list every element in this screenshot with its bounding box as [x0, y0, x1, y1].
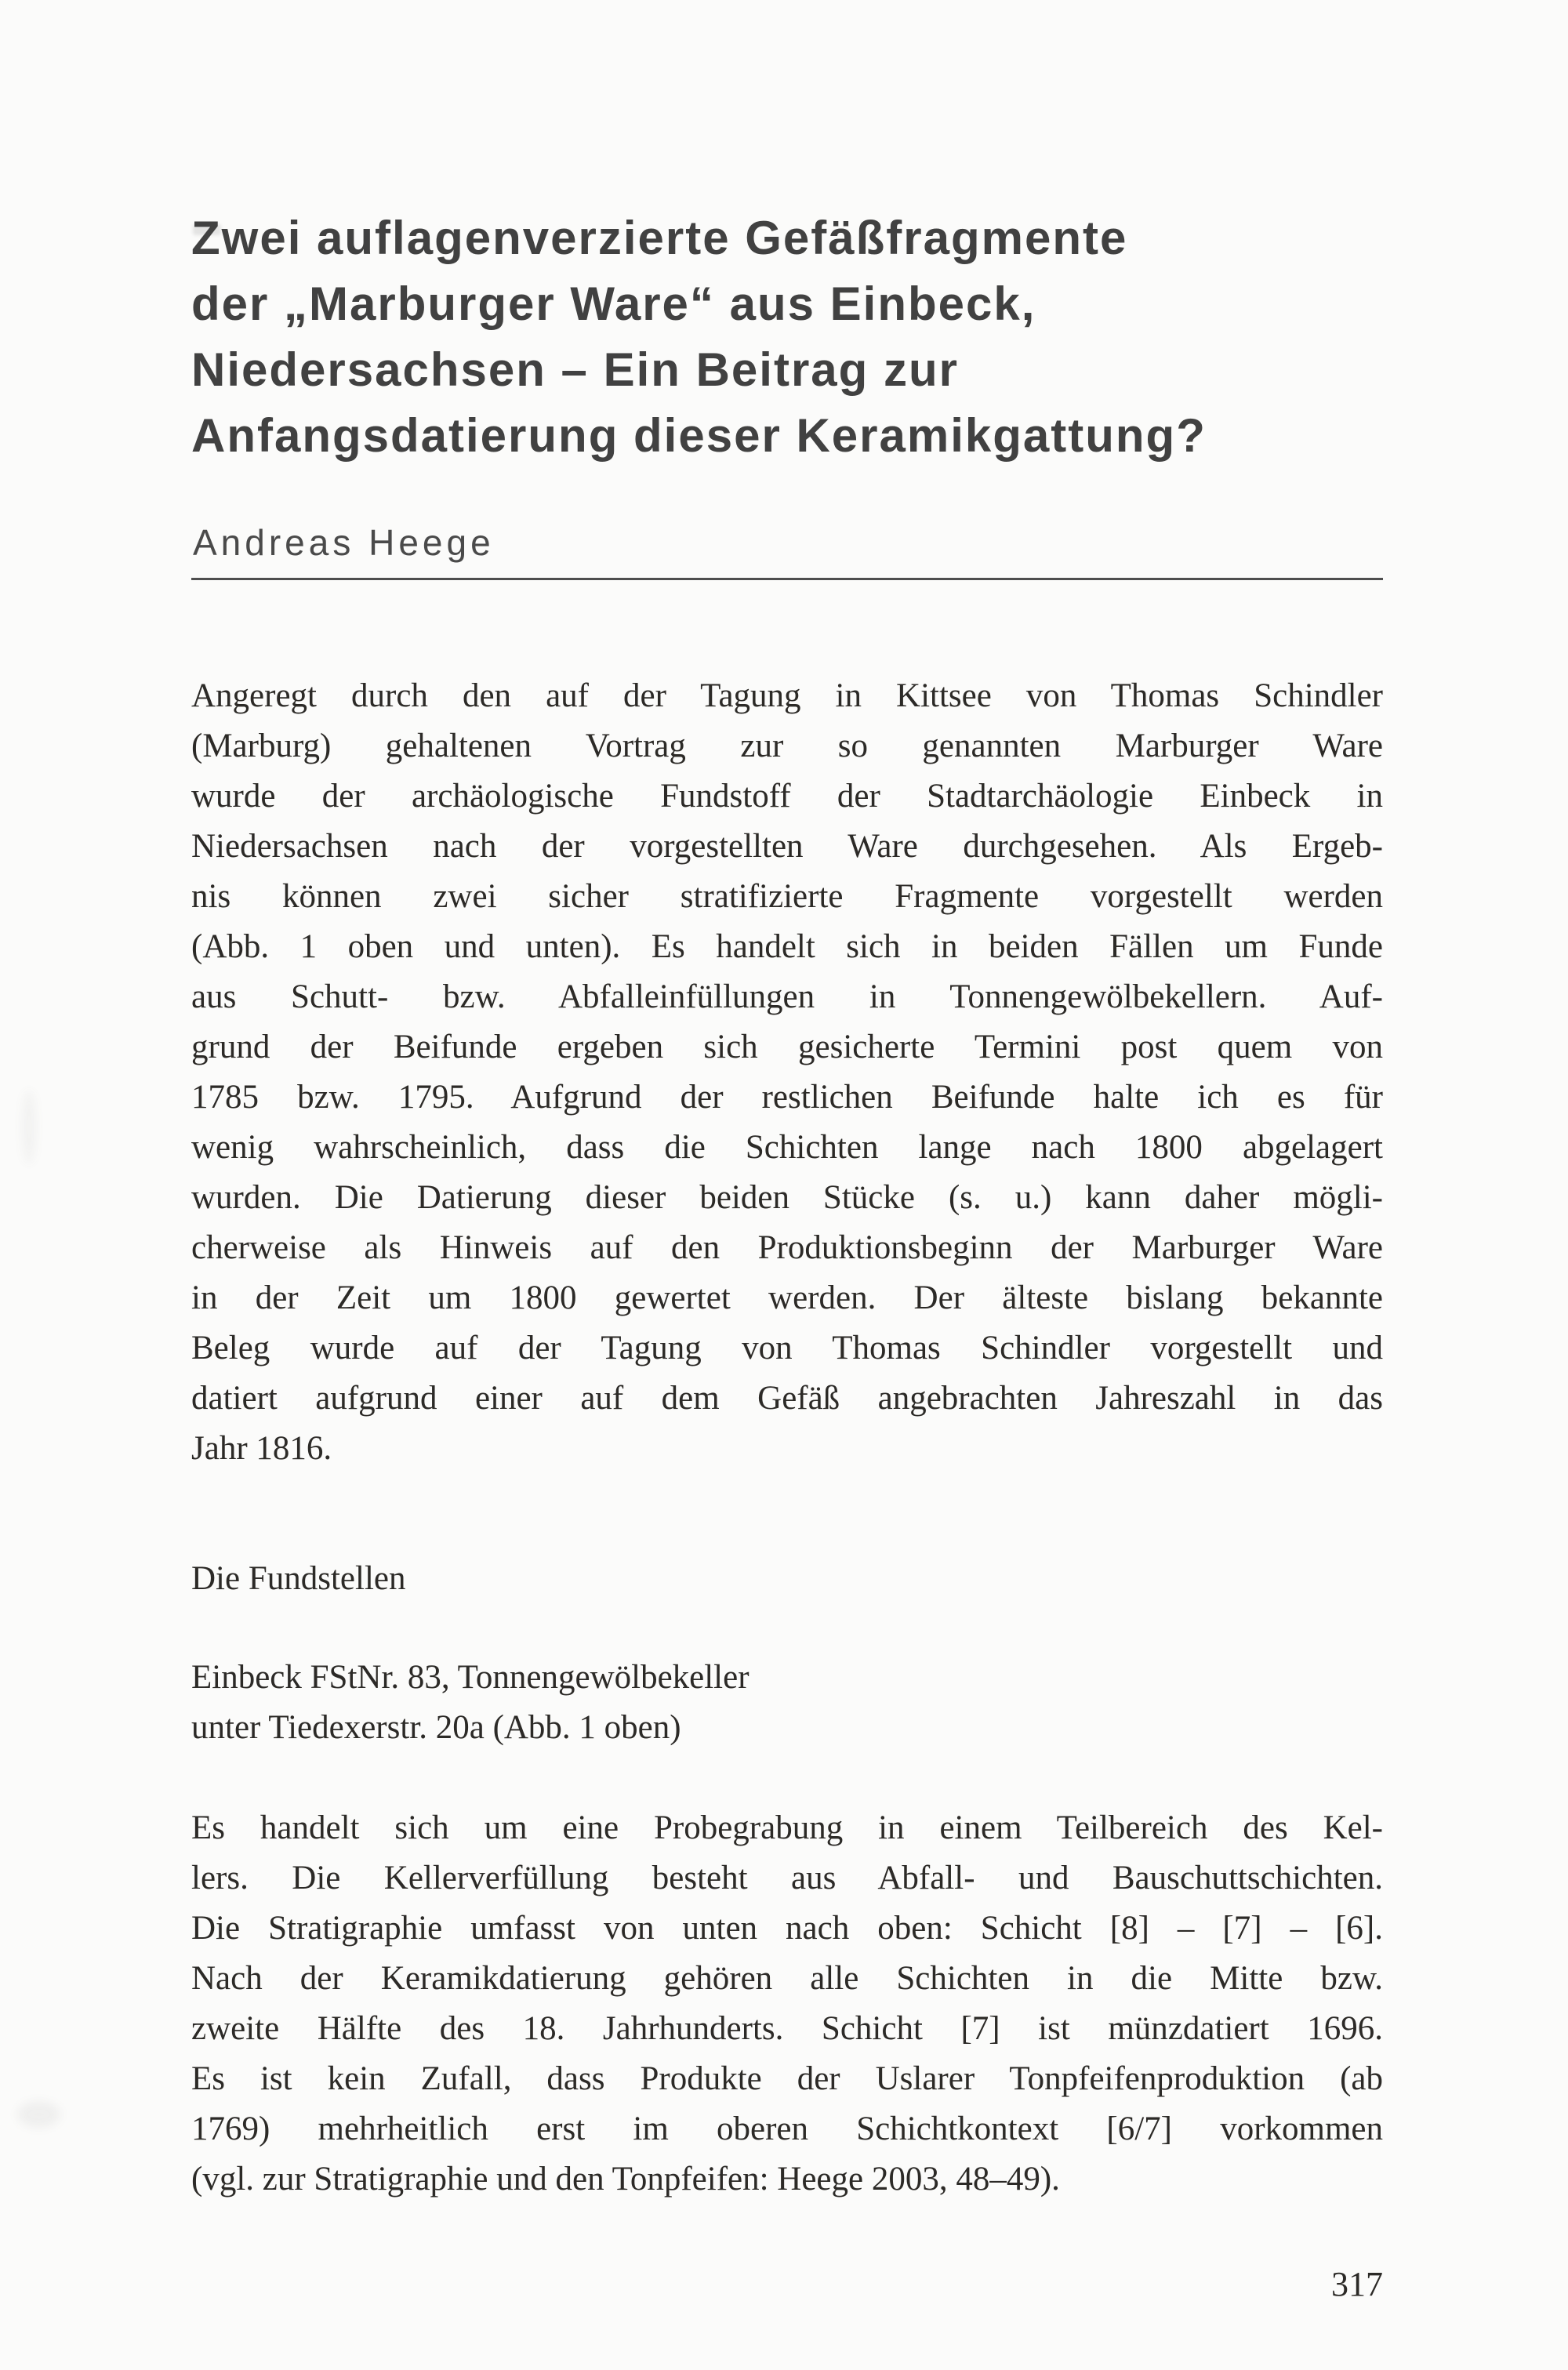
text-line: Es ist kein Zufall, dass Produkte der Uslarer Tonpfeifenproduktion (ab: [191, 2060, 1383, 2097]
page-number: 317: [1331, 2265, 1383, 2303]
article-title: [191, 205, 1414, 469]
text-line: Es handelt sich um eine Probegrabung in einem Teilbereich des Kel-: [191, 1809, 1383, 1846]
site-line: unter Tiedexerstr. 20a (Abb. 1 oben): [191, 1709, 681, 1746]
text-line: grund der Beifunde ergeben sich gesicherte Termini post quem von: [191, 1029, 1383, 1065]
title-line: Anfangsdatierung dieser Keramikgattung?: [191, 409, 1207, 462]
author-name: Andreas Heege: [193, 522, 495, 563]
site-reference: [191, 1653, 1383, 1753]
text-line: wenig wahrscheinlich, dass die Schichten lange nach 1800 abgelagert: [191, 1129, 1383, 1166]
text-line: lers. Die Kellerverfüllung besteht aus Abfall- und Bauschuttschichten.: [191, 1860, 1383, 1896]
text-line: nis können zwei sicher stratifizierte Fragmente vorgestellt werden: [191, 878, 1383, 915]
author-rule: [191, 578, 1383, 580]
site-line: Einbeck FStNr. 83, Tonnengewölbekeller: [191, 1659, 750, 1696]
text-line: 1769) mehrheitlich erst im oberen Schichtkontext [6/7] vorkommen: [191, 2110, 1383, 2147]
text-line: Angeregt durch den auf der Tagung in Kittsee von Thomas Schindler: [191, 677, 1383, 714]
title-line: Zwei auflagenverzierte Gefäßfragmente: [191, 212, 1128, 264]
excavation-paragraph: [191, 1803, 1383, 2205]
text-line: (Marburg) gehaltenen Vortrag zur so genannten Marburger Ware: [191, 728, 1383, 764]
text-line: Beleg wurde auf der Tagung von Thomas Schindler vorgestellt und: [191, 1330, 1383, 1366]
text-line: (Abb. 1 oben und unten). Es handelt sich in beiden Fällen um Funde: [191, 928, 1383, 965]
scan-artifact: [22, 1090, 36, 1164]
text-line: cherweise als Hinweis auf den Produktionsbeginn der Marburger Ware: [191, 1229, 1383, 1266]
text-line: 1785 bzw. 1795. Aufgrund der restlichen Beifunde halte ich es für: [191, 1079, 1383, 1116]
text-line: in der Zeit um 1800 gewertet werden. Der älteste bislang bekannte: [191, 1279, 1383, 1316]
title-line: der „Marburger Ware“ aus Einbeck,: [191, 278, 1036, 330]
intro-paragraph: [191, 671, 1383, 1474]
text-line: aus Schutt- bzw. Abfalleinfüllungen in Tonnengewölbekellern. Auf-: [191, 978, 1383, 1015]
text-line: (vgl. zur Stratigraphie und den Tonpfeifen: Heege 2003, 48–49).: [191, 2161, 1060, 2198]
text-line: zweite Hälfte des 18. Jahrhunderts. Schicht [7] ist münzdatiert 1696.: [191, 2010, 1383, 2047]
section-heading-fundstellen: Die Fundstellen: [191, 1560, 406, 1597]
scan-artifact: [17, 2101, 60, 2128]
text-line: Nach der Keramikdatierung gehören alle Schichten in die Mitte bzw.: [191, 1960, 1383, 1997]
text-line: datiert aufgrund einer auf dem Gefäß angebrachten Jahreszahl in das: [191, 1380, 1383, 1417]
text-line: wurden. Die Datierung dieser beiden Stücke (s. u.) kann daher mögli-: [191, 1179, 1383, 1216]
text-line: Niedersachsen nach der vorgestellten Ware durchgesehen. Als Ergeb-: [191, 828, 1383, 865]
text-line: Die Stratigraphie umfasst von unten nach oben: Schicht [8] – [7] – [6].: [191, 1910, 1383, 1947]
text-line: wurde der archäologische Fundstoff der Stadtarchäologie Einbeck in: [191, 778, 1383, 815]
text-line: Jahr 1816.: [191, 1430, 332, 1467]
title-line: Niedersachsen – Ein Beitrag zur: [191, 343, 959, 396]
